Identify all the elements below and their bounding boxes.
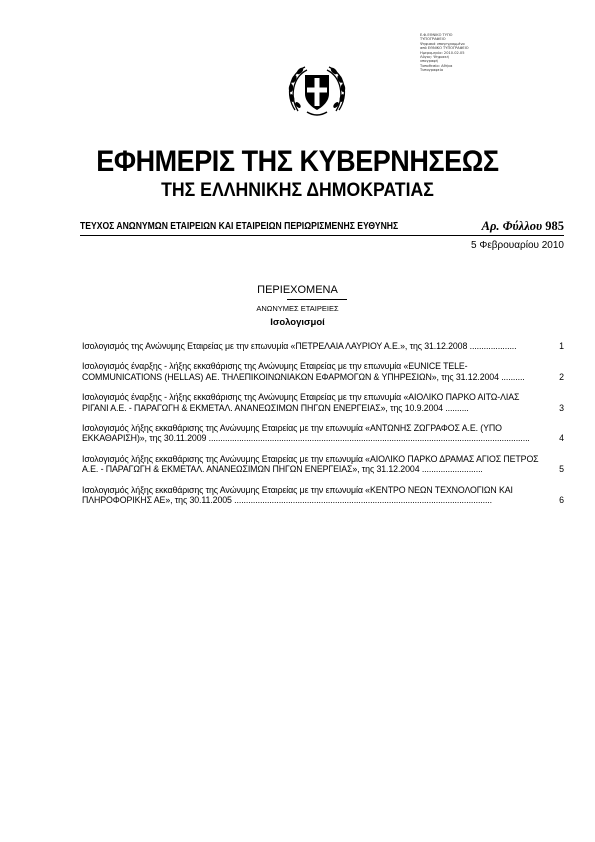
section-heading: ΑΝΩΝΥΜΕΣ ΕΤΑΙΡΕΙΕΣ	[256, 304, 339, 313]
toc-entry-page: 4	[559, 433, 564, 444]
toc-entry[interactable]	[82, 454, 564, 475]
toc-entry[interactable]	[82, 341, 564, 351]
toc-entry-page: 2	[559, 371, 564, 382]
toc-entry-text: Ισολογισμός λήξης εκκαθάρισης της Ανώνυμης Εταιρείας με την επωνυμία «ΑΙΟΛΙΚΟ ΠΑΡΚΟ ΔΡΑΜΑΣ ΑΓΙΟΣ ΠΕΤΡΟΣ Α.Ε. - ΠΑΡΑΓΩΓΗ & ΕΚΜΕΤΑΛ. ΑΝΑΝΕΩΣΙΜΩΝ ΠΗΓΩΝ ΕΝΕΡΓΕΙΑΣ», της 31.12.2004 ..........................	[82, 453, 539, 475]
contents-heading: ΠΕΡΙΕΧΟΜΕΝΑ	[257, 284, 338, 296]
toc-entry-text: Ισολογισμός λήξης εκκαθάρισης της Ανώνυμης Εταιρείας με την επωνυμία «ΚΕΝΤΡΟ ΝΕΩΝ ΤΕΧΝΟΛΟΓΙΩΝ ΚΑΙ ΠΛΗΡΟΦΟΡΙΚΗΣ ΑΕ», της 30.11.2005 ..............................................................................................................	[82, 484, 513, 506]
toc-entry-text: Ισολογισμός της Ανώνυμης Εταιρείας με την επωνυμία «ΠΕΤΡΕΛΑΙΑ ΛΑΥΡΙΟΥ Α.Ε.», της 31.12.2008 ....................	[82, 341, 517, 351]
sheet-number	[482, 219, 564, 234]
toc-entry[interactable]	[82, 485, 564, 506]
header-divider	[80, 235, 564, 236]
issue-line	[80, 221, 564, 235]
stamp-line: Τοποθεσία: Αθήνα	[420, 63, 453, 68]
issue-date: 5 Φεβρουαρίου 2010	[471, 240, 564, 251]
gazette-subtitle: ΤΗΣ ΕΛΛΗΝΙΚΗΣ ΔΗΜΟΚΡΑΤΙΑΣ	[161, 180, 434, 201]
toc-entry-text: Ισολογισμός έναρξης - λήξης εκκαθάρισης της Ανώνυμης Εταιρείας με την επωνυμία «ΑΙΟΛΙΚΟ ΠΑΡΚΟ ΑΙΤΩ-ΛΙΑΣ ΡΙΓΑΝΙ Α.Ε. - ΠΑΡΑΓΩΓΗ & ΕΚΜΕΤΑΛ. ΑΝΑΝΕΩΣΙΜΩΝ ΠΗΓΩΝ ΕΝΕΡΓΕΙΑΣ», της 10.9.2004 ..........	[82, 392, 520, 413]
hellenic-republic-coat-of-arms-icon	[287, 60, 347, 120]
stamp-line: Ε.Φ.ΕΘΝΙΚΟ ΤΥΠΟ	[420, 33, 453, 37]
toc-entry[interactable]	[82, 361, 564, 382]
stamp-line: Τυπογραφείο	[420, 68, 444, 73]
toc-entry-text: Ισολογισμός έναρξης - λήξης εκκαθάρισης της Ανώνυμης Εταιρείας με την επωνυμία «EUNICE TELE-COMMUNICATIONS (HELLAS) ΑΕ. ΤΗΛΕΠΙΚΟΙΝΩΝΙΑΚΩΝ ΕΦΑΡΜΟΓΩΝ & ΥΠΗΡΕΣΙΩΝ», της 31.12.2004 ..........	[82, 361, 525, 382]
table-of-contents	[82, 341, 564, 515]
stamp-line: από ΕΘΝΙΚΟ ΤΥΠΟΓΡΑΦΕΙΟ	[420, 46, 469, 51]
stamp-line: Ημερομηνία: 2010.02.05	[420, 50, 465, 55]
stamp-line: ΤΥΠΟΓΡΑΦΕΙΟ	[420, 37, 446, 42]
issue-type: ΤΕΥΧΟΣ ΑΝΩΝΥΜΩΝ ΕΤΑΙΡΕΙΩΝ ΚΑΙ ΕΤΑΙΡΕΙΩΝ ΠΕΡΙΩΡΙΣΜΕΝΗΣ ΕΥΘΥΝΗΣ	[80, 221, 399, 232]
gazette-title: ΕΦΗΜΕΡΙΣ ΤΗΣ ΚΥΒΕΡΝΗΣΕΩΣ	[96, 145, 499, 178]
stamp-line: υπογραφή	[420, 59, 438, 64]
stamp-line: Λόγος: Ψηφιακή	[420, 55, 449, 60]
contents-underline	[287, 299, 347, 300]
toc-entry-page: 5	[559, 464, 564, 475]
toc-entry-text: Ισολογισμός λήξης εκκαθάρισης της Ανώνυμης Εταιρείας με την επωνυμία «ΑΝΤΩΝΗΣ ΖΩΓΡΑΦΟΣ Α.Ε. (ΥΠΟ ΕΚΚΑΘΑΡΙΣΗ)», της 30.11.2009 .........................................................................................................................................	[82, 423, 530, 444]
stamp-line: Ψηφιακά υπογεγραμμένο	[420, 41, 465, 46]
sheet-number-label: Αρ. Φύλλου	[481, 219, 543, 233]
toc-entry-page: 1	[559, 341, 564, 351]
toc-entry[interactable]	[82, 392, 564, 413]
digital-signature-stamp	[420, 33, 500, 73]
toc-entry-page: 6	[559, 495, 564, 506]
toc-entry-page: 3	[559, 402, 564, 413]
subsection-heading: Ισολογισμοί	[270, 317, 325, 328]
toc-entry[interactable]	[82, 423, 564, 444]
sheet-number-value: 985	[545, 219, 564, 233]
